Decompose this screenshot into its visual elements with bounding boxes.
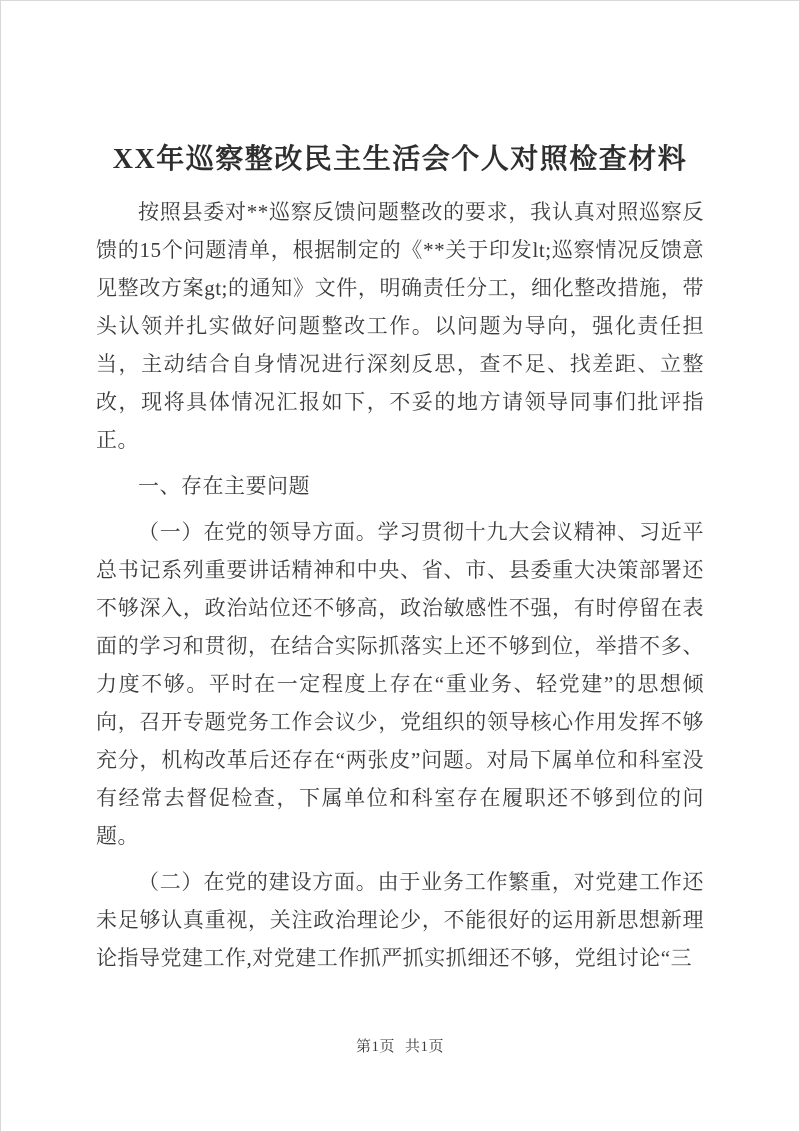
page-footer [1, 1035, 799, 1056]
paragraph-problem-party-building: （二）在党的建设方面。由于业务工作繁重，对党建工作还未足够认真重视，关注政治理论少，不能很好的运用新思想新理论指导党建工作,对党建工作抓严抓实抓细还不够，党组讨论“三 [96, 870, 704, 970]
paragraph-problem-party-leadership: （一）在党的领导方面。学习贯彻十九大会议精神、习近平总书记系列重要讲话精神和中央、省、市、县委重大决策部署还不够深入，政治站位还不够高，政治敏感性不强，有时停留在表面的学习和贯彻，在结合实际抓落实上还不够到位，举措不多、力度不够。平时在一定程度上存在“重业务、轻党建”的思想倾向，召开专题党务工作会议少，党组织的领导核心作用发挥不够充分，机构改革后还存在“两张皮”问题。对局下属单位和科室没有经常去督促检查，下属单位和科室存在履职还不够到位的问题。 [96, 520, 704, 848]
page-count-label: 共1页 [405, 1039, 445, 1055]
paragraph-intro: 按照县委对**巡察反馈问题整改的要求，我认真对照巡察反馈的15个问题清单，根据制定的《**关于印发lt;巡察情况反馈意见整改方案gt;的通知》文件，明确责任分工，细化整改措施，带头认领并扎实做好问题整改工作。以问题为导向，强化责任担当，主动结合自身情况进行深刻反思，查不足、找差距、立整改，现将具体情况汇报如下，不妥的地方请领导同事们批评指正。 [96, 200, 704, 452]
document-title: XX年巡察整改民主生活会个人对照检查材料 [112, 144, 688, 175]
page-number-label: 第1页 [355, 1039, 395, 1055]
section-heading-main-problems: 一、存在主要问题 [138, 474, 310, 498]
